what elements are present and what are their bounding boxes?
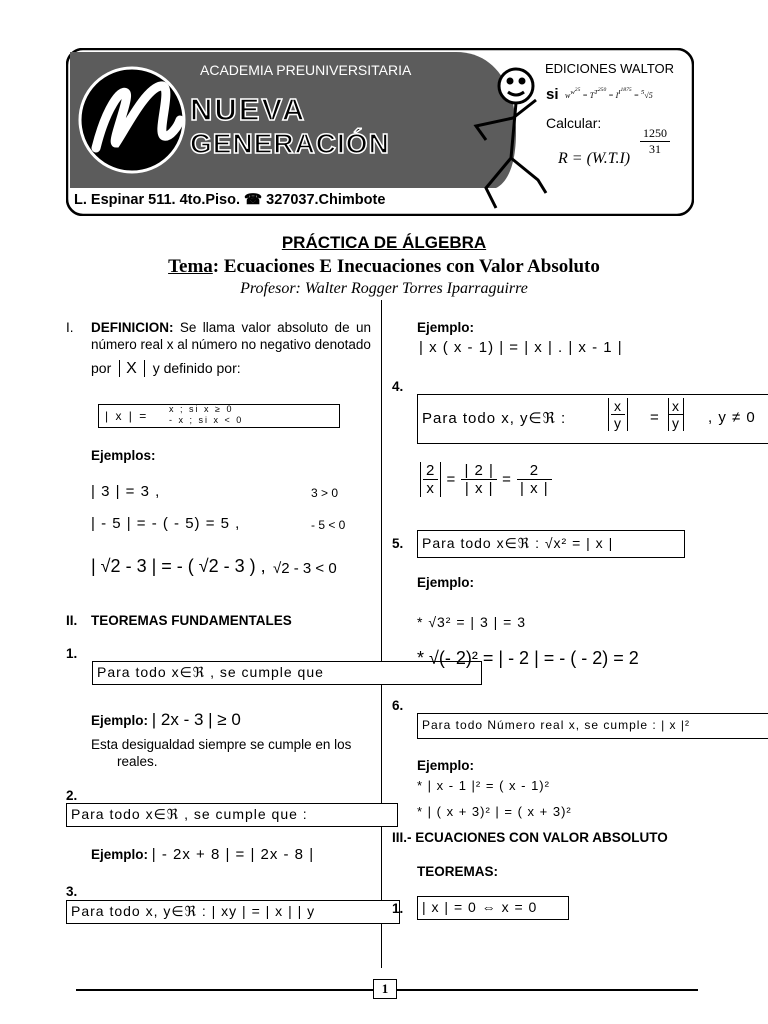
academy-name: ACADEMIA PREUNIVERSITARIA — [200, 62, 412, 78]
section-ii-number: II. — [66, 613, 78, 628]
professor-line: Profesor: Walter Rogger Torres Iparraguirre — [240, 280, 528, 297]
page-title: PRÁCTICA DE ÁLGEBRA — [281, 233, 487, 252]
theorem-4-number: 4. — [392, 379, 404, 394]
definition-text: DEFINICION: Se llama valor absoluto de un número real x al número no negativo denotado — [91, 320, 371, 352]
example-2-condition: - 5 < 0 — [311, 518, 346, 532]
section-iii-theorem-1-number: 1. — [392, 901, 404, 916]
theorem-2-box: Para todo x∈ℜ , se cumple que : — [66, 803, 398, 827]
section-i-number: I. — [66, 320, 74, 335]
calc-label: Calcular: — [546, 115, 602, 131]
theorem-4-example: $\frac{2}{x}$ = $\frac{| 2 |}{| x |}$ = $\frac{2}{| x |}$ — [420, 462, 552, 497]
column-divider — [381, 300, 382, 968]
topic-line: Tema: Ecuaciones E Inecuaciones con Valor Absoluto — [168, 256, 600, 277]
theorem-4-box: Para todo x, y∈ℜ : $\frac{x}{y}$ = $\frac{x}{y}$ , y ≠ 0 — [417, 394, 768, 444]
section-ii-title: TEOREMAS FUNDAMENTALES — [91, 613, 292, 628]
definition-por: por X y definido por: — [91, 360, 241, 377]
product-example: | x ( x - 1) | = | x | . | x - 1 | — [419, 339, 623, 356]
theorem-2-number: 2. — [66, 788, 78, 803]
theorem-6-box: Para todo Número real x, se cumple : | x |² — [417, 713, 768, 739]
theorem-6-example-1: * | x - 1 |² = ( x - 1)² — [417, 778, 550, 793]
formula-exponent: $\frac{1250}{31}$ — [640, 126, 670, 157]
definition-box: | x | = x ; si x ≥ 0 - x ; si x < 0 — [98, 404, 340, 428]
example-1: | 3 | = 3 , — [91, 483, 161, 500]
theorem-2-example: Ejemplo: | - 2x + 8 | = | 2x - 8 | — [91, 846, 315, 863]
theorem-5-example-2: * √(- 2)² = | - 2 | = - ( - 2) = 2 — [417, 648, 639, 668]
theorem-1-example: Ejemplo: | 2x - 3 | ≥ 0 — [91, 710, 241, 729]
product-example-label: Ejemplo: — [417, 320, 475, 335]
address: L. Espinar 511. 4to.Piso. ☎ 327037.Chimbote — [74, 192, 386, 208]
brand-line1: NUEVA — [190, 92, 307, 127]
section-iii-title: III.- ECUACIONES CON VALOR ABSOLUTO — [392, 830, 668, 845]
si-label: si — [546, 86, 559, 103]
formula: R = (W.T.I) — [558, 150, 631, 167]
theorem-5-number: 5. — [392, 536, 404, 551]
example-1-condition: 3 > 0 — [311, 486, 339, 500]
theorem-3-box: Para todo x, y∈ℜ : | xy | = | x | | y — [66, 900, 400, 924]
theorem-3-number: 3. — [66, 884, 78, 899]
theorem-6-number: 6. — [392, 698, 404, 713]
editions-label: EDICIONES WALTOR — [545, 61, 675, 76]
theorem-6-example-label: Ejemplo: — [417, 758, 475, 773]
section-iii-subtitle: TEOREMAS: — [417, 864, 498, 879]
theorem-6-example-2: * | ( x + 3)² | = ( x + 3)² — [417, 804, 572, 819]
theorem-1-box: Para todo x∈ℜ , se cumple que — [92, 661, 482, 685]
brand-line2: GENERACIÓN — [190, 128, 390, 159]
example-3: | √2 - 3 | = - ( √2 - 3 ) , — [91, 556, 266, 576]
theorem-5-example-label: Ejemplo: — [417, 575, 475, 590]
example-2: | - 5 | = - ( - 5) = 5 , — [91, 515, 241, 532]
theorem-1-note: Esta desigualdad siempre se cumple en los reales. — [91, 737, 352, 769]
theorem-5-example-1: * √3² = | 3 | = 3 — [417, 614, 527, 630]
section-iii-theorem-1-box: | x | = 0 ⇔ x = 0 — [417, 896, 569, 920]
si-expression: $w^{w^{25}} = T^{T^{250}} = I^{I^{1875}} = ^5√5$ — [565, 87, 653, 100]
examples-label: Ejemplos: — [91, 448, 156, 463]
theorem-1-number: 1. — [66, 646, 78, 661]
theorem-5-box: Para todo x∈ℜ : √x² = | x | — [417, 530, 685, 558]
example-3-condition: √2 - 3 < 0 — [273, 560, 337, 577]
page-number: 1 — [373, 979, 397, 999]
